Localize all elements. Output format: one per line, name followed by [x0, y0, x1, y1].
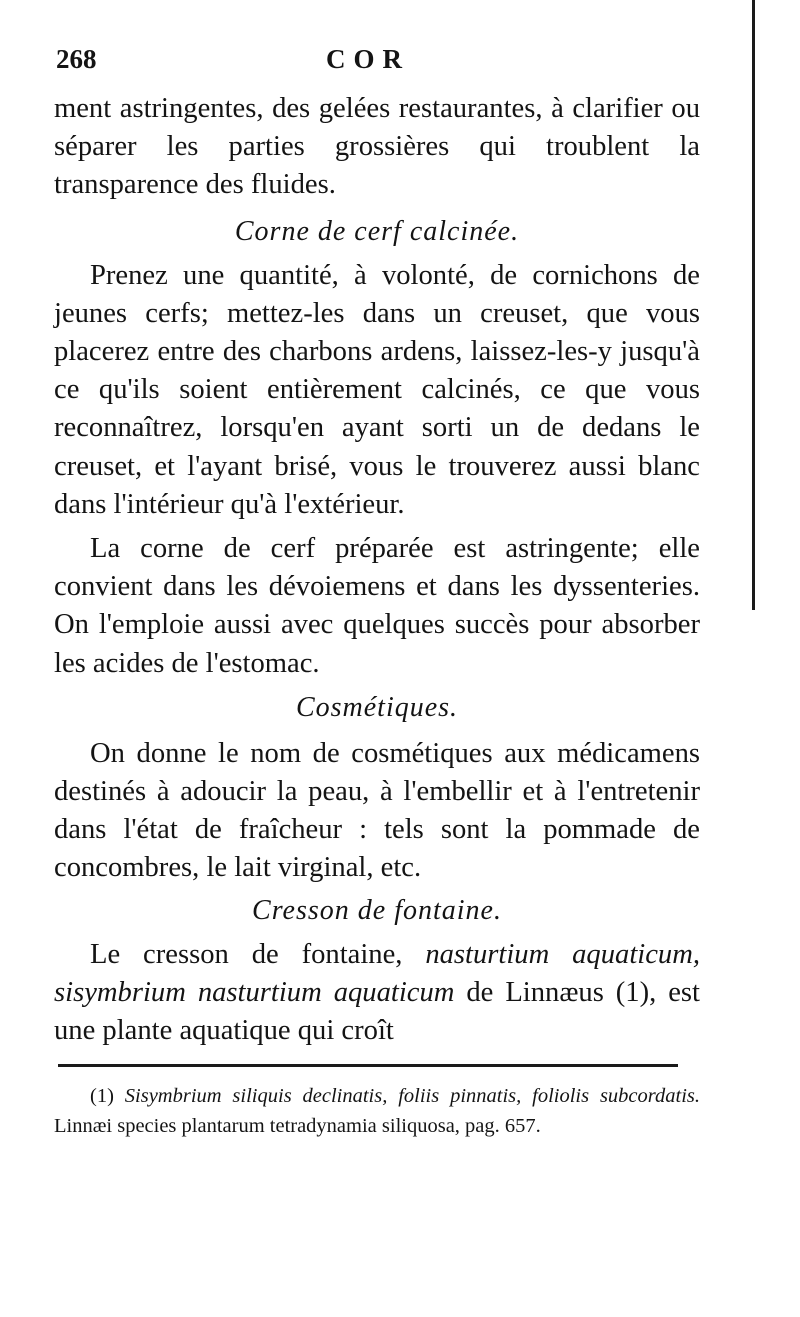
footnote-marker: (1)	[90, 1085, 125, 1108]
section-heading-cresson: Cresson de fontaine.	[252, 894, 502, 926]
section-heading-cosmetiques: Cosmétiques.	[295, 691, 459, 723]
intro-paragraph: ment astringentes, des gelées restaurantes, à clarifier ou séparer les parties grossières qui troublent la transparence des fluides.	[54, 93, 700, 201]
page-number: 268	[56, 44, 97, 74]
section-heading-corne-de-cerf: Corne de cerf calcinée.	[234, 215, 520, 247]
page-header	[54, 30, 700, 90]
footnote-reference: Linnæi species plantarum tetradynamia siliquosa, pag. 657.	[54, 1115, 541, 1138]
running-head: COR	[326, 44, 410, 74]
paragraph-cosmetiques: On donne le nom de cosmétiques aux médicamens destinés à adoucir la peau, à l'embellir et à l'entretenir dans l'état de fraîcheur : tels sont la pommade de concombres, le lait virginal, etc.	[54, 737, 700, 884]
footnote-rule	[58, 1064, 678, 1067]
paragraph-preparation: Prenez une quantité, à volonté, de cornichons de jeunes cerfs; mettez-les dans un creuset, que vous placerez entre des charbons ardens, laissez-les-y jusqu'à ce qu'ils soient entièrement calcinés, ce que vous reconnaîtrez, lorsqu'en ayant sorti un de dedans le creuset, et l'ayant brisé, vous le trouverez aussi blanc dans l'intérieur qu'à l'extérieur.	[54, 259, 700, 520]
scan-edge-line	[752, 0, 755, 610]
paragraph-cresson	[54, 936, 700, 1051]
cresson-latin-names: nasturtium aquaticum, sisymbrium nasturtium aquaticum	[54, 938, 700, 1008]
book-page	[54, 30, 700, 1141]
footnote	[54, 1081, 700, 1141]
paragraph-properties: La corne de cerf préparée est astringente; elle convient dans les dévoiemens et dans les dyssenteries. On l'emploie aussi avec quelques succès pour absorber les acides de l'estomac.	[54, 533, 700, 679]
footnote-latin: Sisymbrium siliquis declinatis, foliis pinnatis, foliolis subcordatis.	[124, 1085, 700, 1108]
cresson-text-start: Le cresson de fontaine,	[90, 938, 426, 970]
footnote-text	[54, 1081, 700, 1141]
cresson-text-end: de Linnæus (1), est une plante aquatique qui croît	[54, 976, 700, 1047]
